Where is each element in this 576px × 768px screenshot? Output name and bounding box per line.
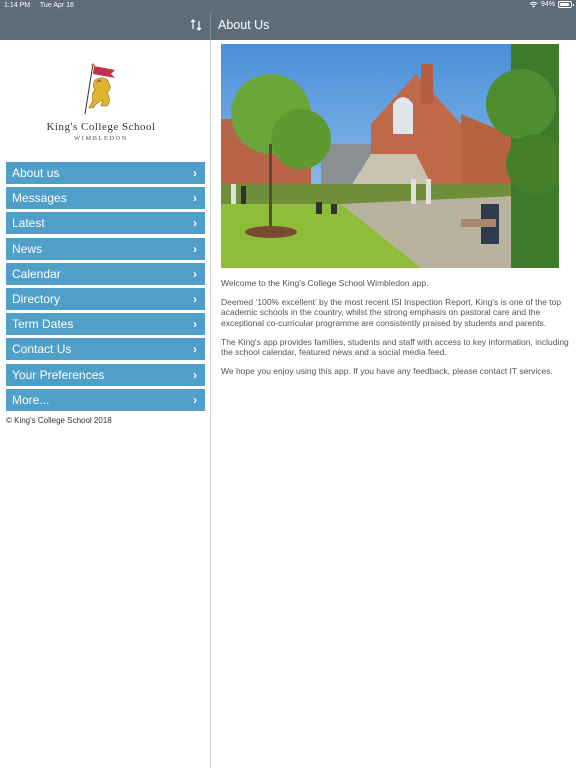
menu-item-calendar[interactable]	[6, 263, 205, 285]
menu-item-term-dates[interactable]	[6, 313, 205, 335]
chevron-right-icon: ›	[193, 266, 197, 281]
status-time: 1:14 PM	[4, 2, 31, 9]
wifi-icon	[529, 1, 538, 8]
refresh-icon[interactable]	[188, 17, 204, 33]
status-bar	[0, 0, 576, 12]
app-info-paragraph: The King's app provides families, students and staff with access to key information, including the school calendar, featured news and a social media feed.	[221, 336, 569, 358]
copyright-text: © King's College School 2018	[6, 416, 112, 425]
sidebar	[0, 40, 211, 768]
school-location: WIMBLEDON	[74, 135, 128, 142]
menu-item-label: Directory	[12, 291, 61, 306]
status-date: Tue Apr 16	[39, 2, 74, 9]
chevron-right-icon: ›	[193, 216, 197, 231]
menu-item-label: Your Preferences	[12, 367, 105, 382]
chevron-right-icon: ›	[193, 317, 197, 332]
feedback-paragraph: We hope you enjoy using this app. If you have any feedback, please contact IT services.	[221, 366, 553, 377]
menu-item-label: Latest	[12, 216, 45, 231]
menu-item-label: About us	[12, 166, 60, 180]
battery-icon	[558, 1, 572, 8]
menu-item-directory[interactable]	[6, 288, 205, 310]
chevron-right-icon: ›	[193, 291, 197, 306]
menu-item-more[interactable]	[6, 389, 205, 411]
chevron-right-icon: ›	[193, 342, 197, 357]
menu-item-messages[interactable]	[6, 187, 205, 209]
school-photo	[221, 44, 559, 268]
menu-item-latest[interactable]	[6, 212, 205, 234]
chevron-right-icon: ›	[193, 392, 197, 407]
menu-item-label: More...	[12, 392, 50, 407]
menu-item-news[interactable]	[6, 238, 205, 260]
main-menu	[6, 162, 205, 414]
split-divider	[210, 12, 211, 40]
school-logo	[26, 62, 176, 142]
content-pane	[211, 40, 576, 768]
lion-crest-icon	[71, 62, 131, 117]
menu-item-label: News	[12, 241, 43, 256]
chevron-right-icon: ›	[193, 191, 197, 206]
battery-fill	[560, 3, 569, 6]
inspection-paragraph: Deemed ‘100% excellent’ by the most recent ISI Inspection Report, King's is one of the top academic schools in the country, whilst the strong emphasis on pastoral care and the exceptional co-curricular programme are consistently praised by students and parents.	[221, 297, 562, 328]
welcome-paragraph: Welcome to the King's College School Wimbledon app.	[221, 278, 429, 288]
menu-item-label: Calendar	[12, 266, 61, 281]
menu-item-label: Messages	[12, 191, 67, 206]
menu-item-about-us[interactable]	[6, 162, 205, 184]
school-name: King's College School	[46, 121, 156, 133]
chevron-right-icon: ›	[193, 367, 197, 382]
menu-item-label: Contact Us	[12, 342, 72, 357]
battery-percent: 94%	[540, 1, 555, 8]
navigation-bar	[0, 12, 576, 40]
chevron-right-icon: ›	[193, 166, 197, 180]
page-title: About Us	[218, 18, 270, 32]
menu-item-contact-us[interactable]	[6, 338, 205, 360]
menu-item-your-preferences[interactable]	[6, 364, 205, 386]
about-text	[221, 278, 571, 385]
menu-item-label: Term Dates	[12, 317, 74, 332]
chevron-right-icon: ›	[193, 241, 197, 256]
